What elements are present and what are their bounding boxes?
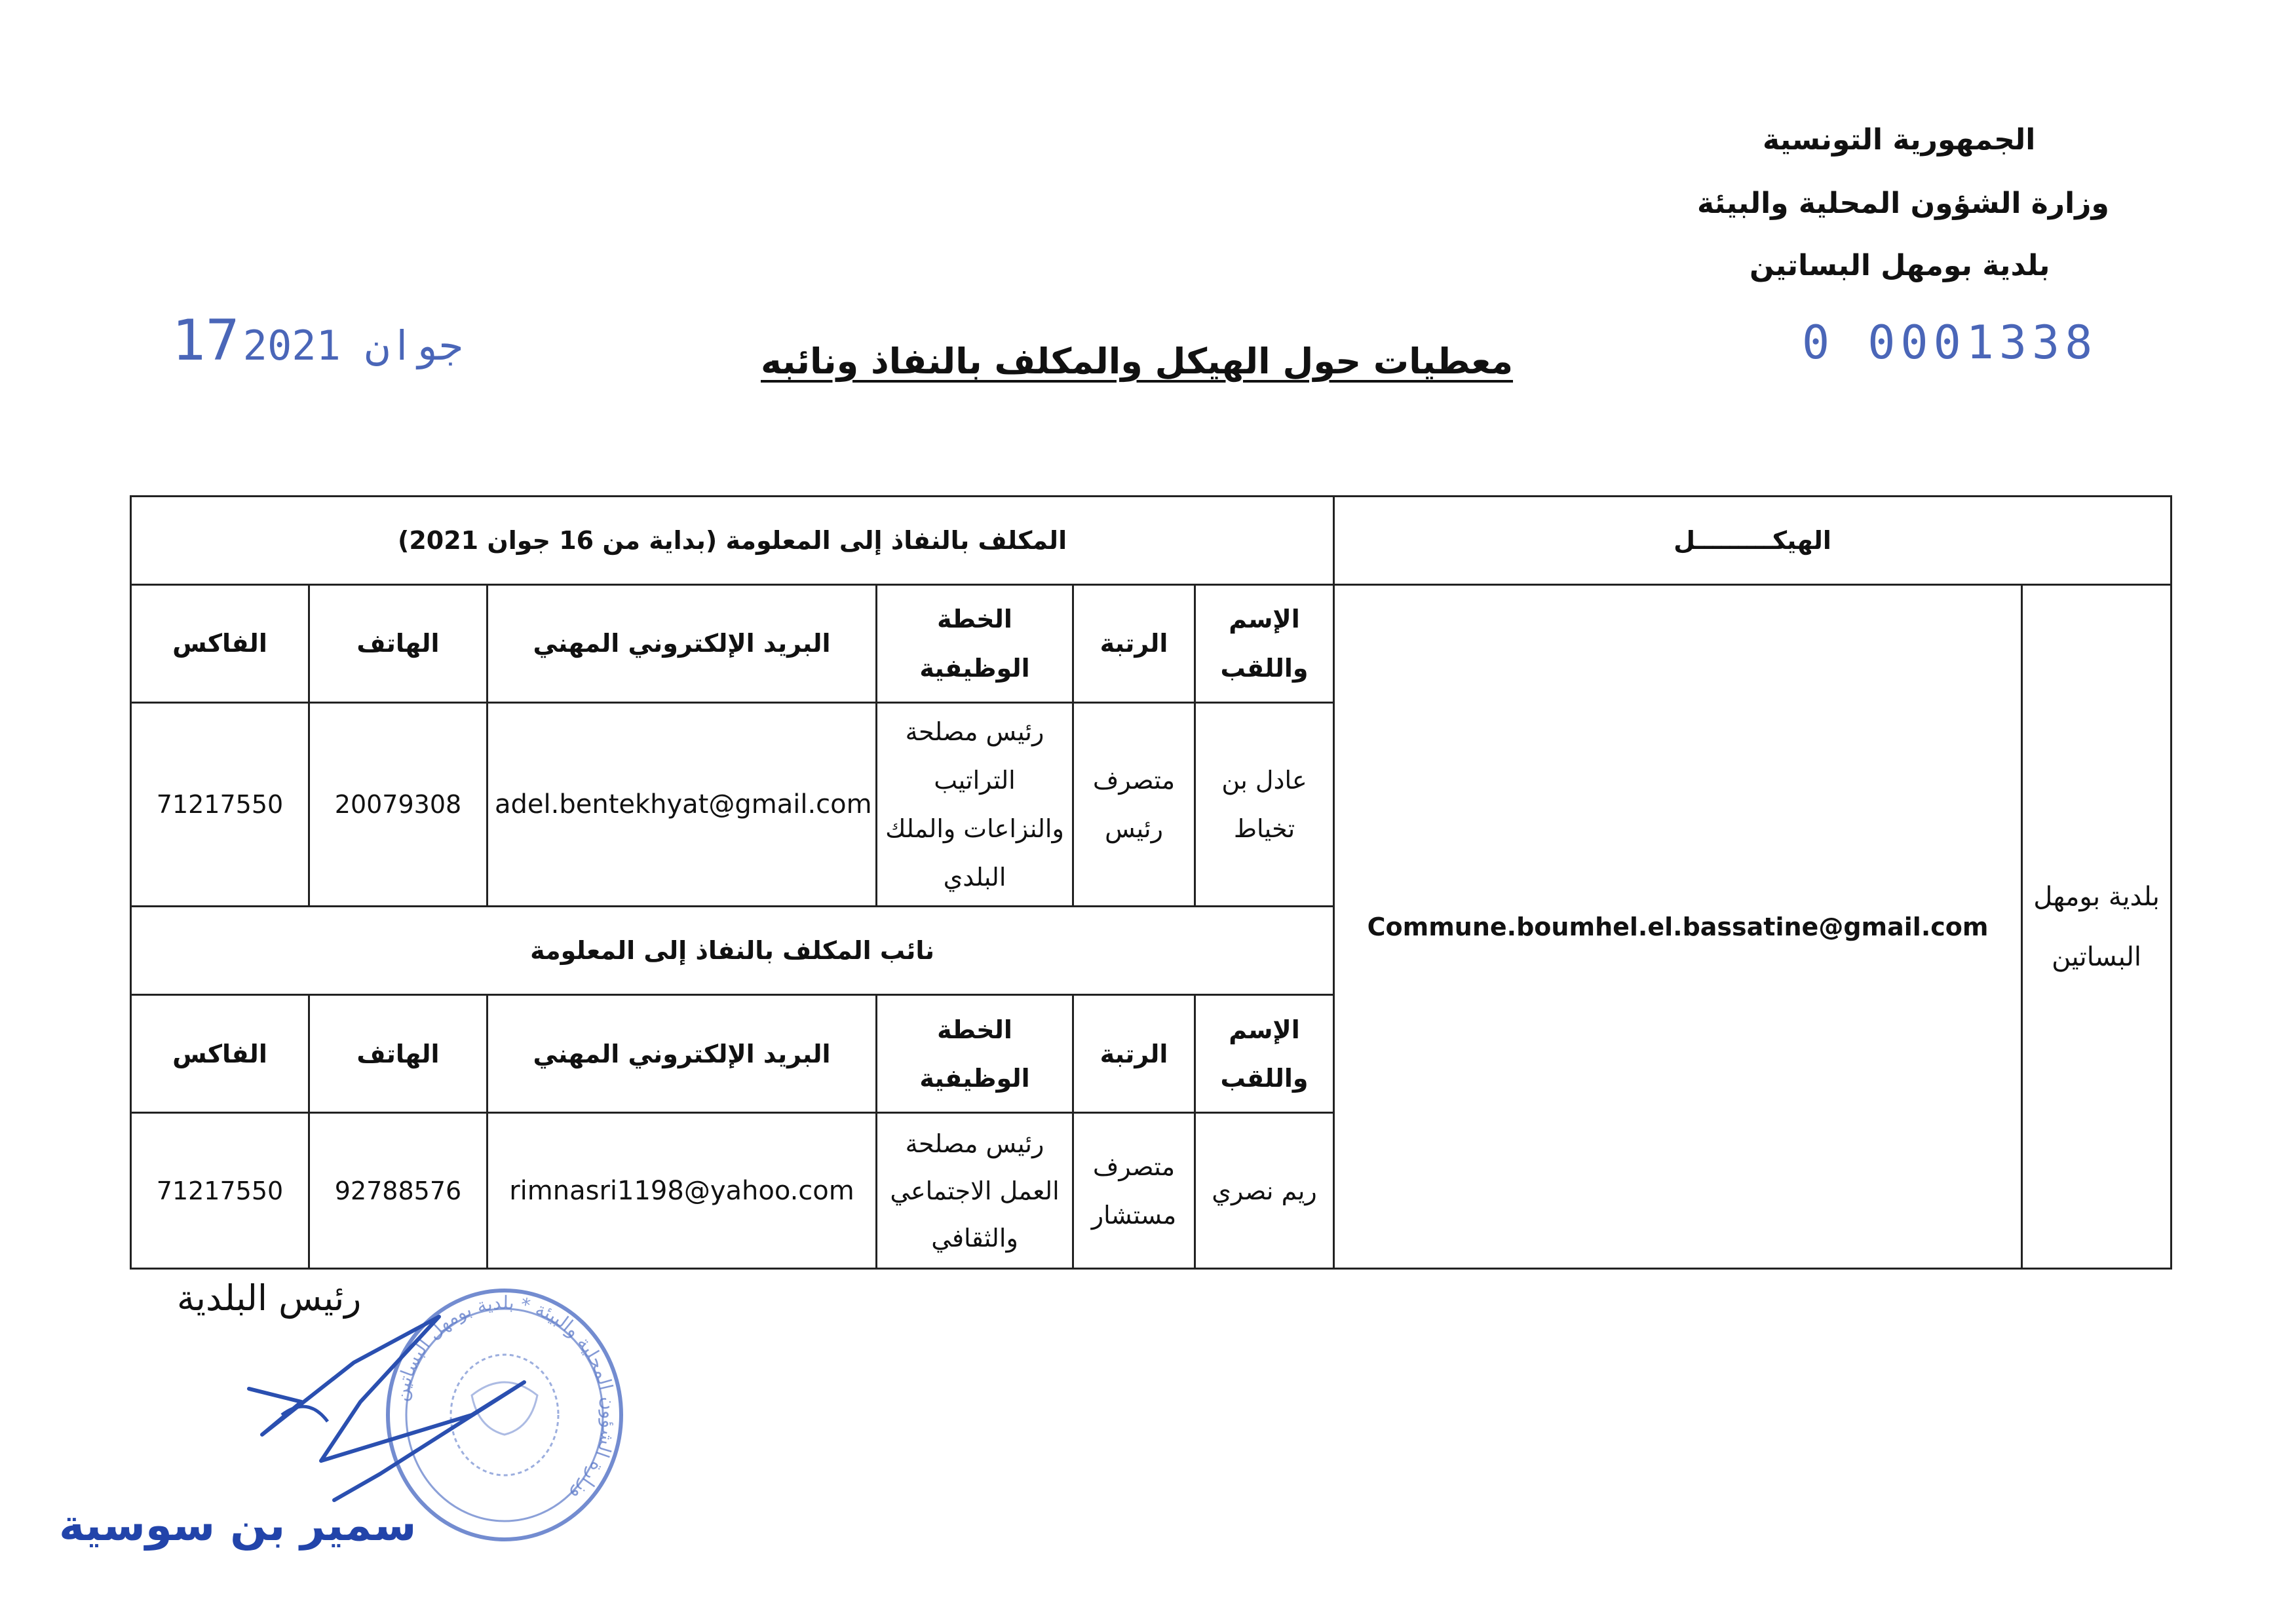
deputy-rank: متصرف مستشار — [1073, 1113, 1195, 1269]
officer-email: adel.bentekhyat@gmail.com — [488, 703, 877, 907]
deputy-col-fax-header: الفاكس — [131, 995, 309, 1113]
deputy-col-rank-header: الرتبة — [1073, 995, 1195, 1113]
col-position-header: الخطة الوظيفية — [877, 585, 1073, 703]
officer-rank: متصرف رئيس — [1073, 703, 1195, 907]
structure-email: Commune.boumhel.el.bassatine@gmail.com — [1334, 585, 2022, 1269]
deputy-section-header: نائب المكلف بالنفاذ إلى المعلومة — [131, 907, 1334, 995]
officer-position: رئيس مصلحة التراتيب والنزاعات والملك البلدي — [877, 703, 1073, 907]
header-municipality: بلدية بومهل البساتين — [1750, 249, 2050, 282]
signatory-name: سمير بن سوسية — [59, 1500, 417, 1551]
deputy-col-name-header: الإسم واللقب — [1195, 995, 1334, 1113]
col-rank-header: الرتبة — [1073, 585, 1195, 703]
deputy-col-email-header: البريد الإلكتروني المهني — [488, 995, 877, 1113]
deputy-name: ريم نصري — [1195, 1113, 1334, 1269]
col-email-header: البريد الإلكتروني المهني — [488, 585, 877, 703]
officer-fax: 71217550 — [131, 703, 309, 907]
structure-table — [130, 495, 2172, 1270]
header-country: الجمهورية التونسية — [1763, 123, 2036, 157]
date-day: 17 — [172, 308, 240, 373]
deputy-phone: 92788576 — [309, 1113, 488, 1269]
officer-name: عادل بن تخياط — [1195, 703, 1334, 907]
signature-scribble-icon — [223, 1304, 564, 1520]
officer-phone: 20079308 — [309, 703, 488, 907]
deputy-col-phone-header: الهاتف — [309, 995, 488, 1113]
deputy-position: رئيس مصلحة العمل الاجتماعي والثقافي — [877, 1113, 1073, 1269]
col-phone-header: الهاتف — [309, 585, 488, 703]
officer-section-header: المكلف بالنفاذ إلى المعلومة (بداية من 16 جوان 2021) — [131, 497, 1334, 585]
deputy-fax: 71217550 — [131, 1113, 309, 1269]
reference-number-stamp: 0 0001338 — [1802, 316, 2098, 369]
structure-name: بلدية بومهل البساتين — [2022, 585, 2172, 1269]
col-fax-header: الفاكس — [131, 585, 309, 703]
deputy-email: rimnasri1198@yahoo.com — [488, 1113, 877, 1269]
deputy-col-position-header: الخطة الوظيفية — [877, 995, 1073, 1113]
document-title: معطيات حول الهيكل والمكلف بالنفاذ ونائبه — [760, 341, 1514, 382]
seal-text: وزارة الشؤون المحلية والبيئة * بلدية بومهل البساتين — [390, 1291, 621, 1506]
date-stamp — [172, 308, 463, 373]
col-name-header: الإسم واللقب — [1195, 585, 1334, 703]
date-month-year: جوان 2021 — [242, 322, 463, 369]
structure-header: الهيكـــــــــل — [1334, 497, 2172, 585]
signatory-title: رئيس البلدية — [177, 1277, 362, 1319]
header-ministry: وزارة الشؤون المحلية والبيئة — [1697, 187, 2109, 220]
